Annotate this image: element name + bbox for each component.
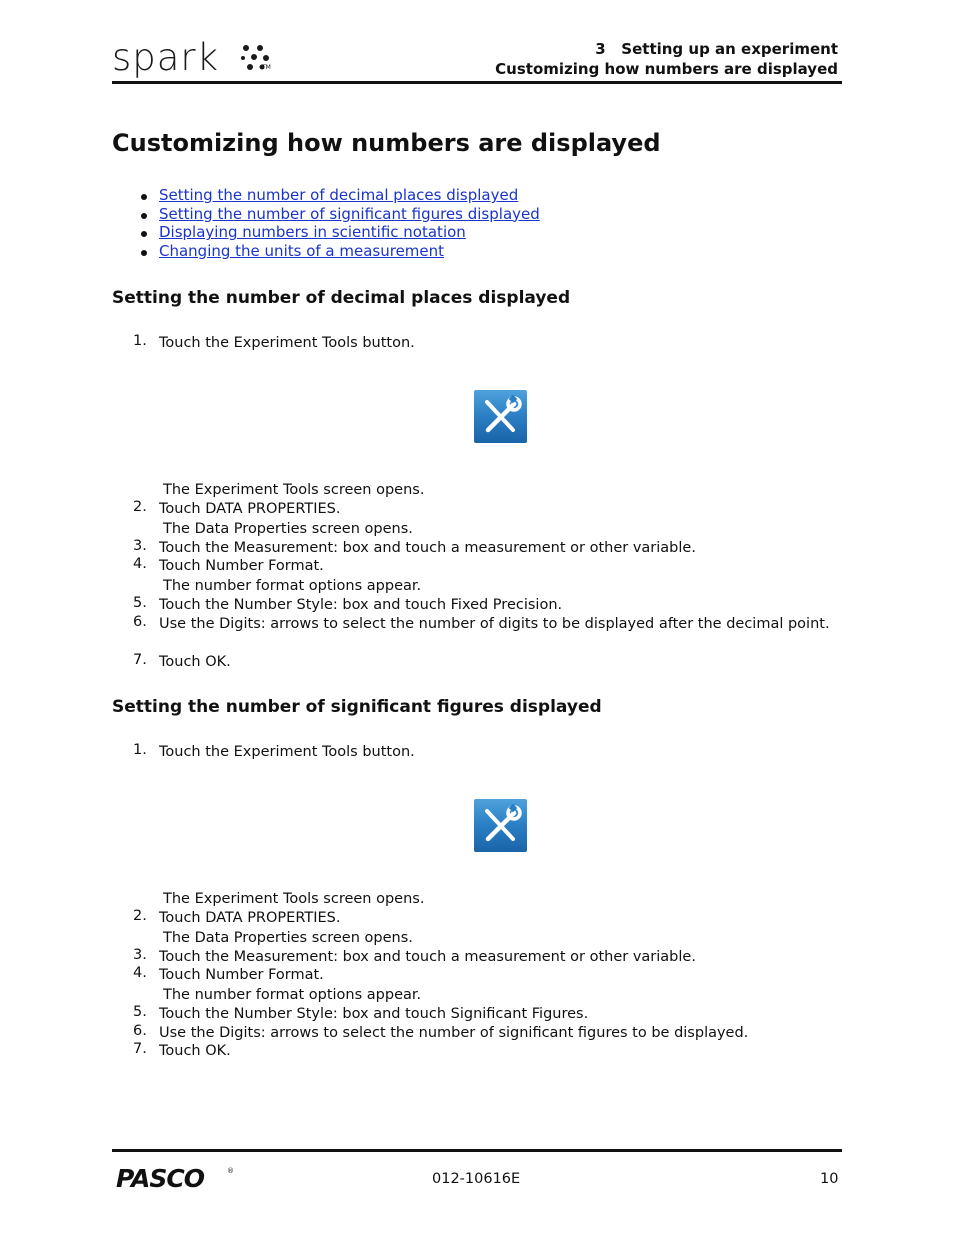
svg-text:®: ® (227, 1167, 234, 1175)
list-item (140, 205, 540, 224)
step-note: The Experiment Tools screen opens. (163, 891, 425, 907)
pasco-logo-image (114, 1163, 234, 1191)
step-text: Touch the Number Style: box and touch Significant Figures. (159, 1006, 589, 1022)
running-header (495, 39, 838, 79)
step (112, 948, 832, 967)
document-number: 012-10616E (432, 1171, 521, 1187)
spark-logo (112, 36, 271, 79)
header-rule (112, 81, 842, 84)
step-text: Use the Digits: arrows to select the number of significant figures to be displayed. (159, 1025, 749, 1041)
step-number: 1. (133, 333, 147, 349)
step-number: 5. (133, 1004, 147, 1020)
section-links (140, 186, 540, 261)
pasco-logo (114, 1163, 234, 1195)
step-text: Touch DATA PROPERTIES. (159, 501, 341, 517)
step-text: Touch the Number Style: box and touch Fixed Precision. (159, 597, 563, 613)
footer-rule (112, 1149, 842, 1152)
step (112, 557, 832, 576)
step (112, 1024, 832, 1043)
link-changing-units[interactable]: Changing the units of a measurement (159, 242, 445, 261)
step (112, 966, 832, 985)
step-number: 6. (133, 614, 147, 630)
step-text: Use the Digits: arrows to select the number of digits to be displayed after the decimal point. (159, 616, 830, 632)
list-item (140, 186, 540, 205)
step-text: Touch Number Format. (159, 967, 324, 983)
page-number: 10 (820, 1171, 839, 1187)
step-number: 2. (133, 908, 147, 924)
step-text: Touch the Measurement: box and touch a measurement or other variable. (159, 540, 696, 556)
step-number: 1. (133, 742, 147, 758)
link-scientific-notation[interactable]: Displaying numbers in scientific notation (159, 223, 466, 242)
step-number: 5. (133, 595, 147, 611)
chapter-title: 3 Setting up an experiment (595, 40, 838, 58)
section-heading-decimal-places: Setting the number of decimal places displayed (112, 288, 571, 308)
step-number: 7. (133, 1041, 147, 1057)
step-text: Touch DATA PROPERTIES. (159, 910, 341, 926)
step-number: 6. (133, 1023, 147, 1039)
experiment-tools-button[interactable] (474, 390, 527, 443)
step (112, 615, 832, 634)
wrench-screwdriver-icon (474, 799, 527, 852)
step-number: 3. (133, 538, 147, 554)
step-text: Touch the Experiment Tools button. (159, 335, 415, 351)
list-item (140, 242, 540, 261)
step-note: The number format options appear. (163, 987, 422, 1003)
step (112, 596, 832, 615)
trademark: TM (262, 64, 271, 71)
step-number: 4. (133, 556, 147, 572)
step (112, 539, 832, 558)
spark-wordmark: spark (112, 36, 220, 79)
step-number: 4. (133, 965, 147, 981)
link-significant-figures[interactable]: Setting the number of significant figures displayed (159, 204, 540, 223)
step (112, 653, 832, 672)
step (112, 743, 832, 762)
step-text: Touch the Measurement: box and touch a measurement or other variable. (159, 949, 696, 965)
step-text: Touch OK. (159, 654, 231, 670)
step-text: Touch OK. (159, 1043, 231, 1059)
step (112, 909, 832, 928)
page-title: Customizing how numbers are displayed (112, 129, 661, 157)
step-note: The Experiment Tools screen opens. (163, 482, 425, 498)
list-item (140, 223, 540, 242)
step-note: The Data Properties screen opens. (163, 521, 413, 537)
step-number: 3. (133, 947, 147, 963)
step (112, 500, 832, 519)
experiment-tools-button[interactable] (474, 799, 527, 852)
step-number: 7. (133, 652, 147, 668)
wrench-screwdriver-icon (474, 390, 527, 443)
step (112, 1042, 832, 1061)
section-title: Customizing how numbers are displayed (495, 60, 838, 78)
step-note: The Data Properties screen opens. (163, 930, 413, 946)
section-heading-significant-figures: Setting the number of significant figures displayed (112, 697, 602, 717)
step-text: Touch Number Format. (159, 558, 324, 574)
step (112, 1005, 832, 1024)
step (112, 334, 832, 353)
step-note: The number format options appear. (163, 578, 422, 594)
pasco-wordmark: PASCO (116, 1164, 204, 1191)
step-number: 2. (133, 499, 147, 515)
link-decimal-places[interactable]: Setting the number of decimal places displayed (159, 186, 519, 204)
step-text: Touch the Experiment Tools button. (159, 744, 415, 760)
